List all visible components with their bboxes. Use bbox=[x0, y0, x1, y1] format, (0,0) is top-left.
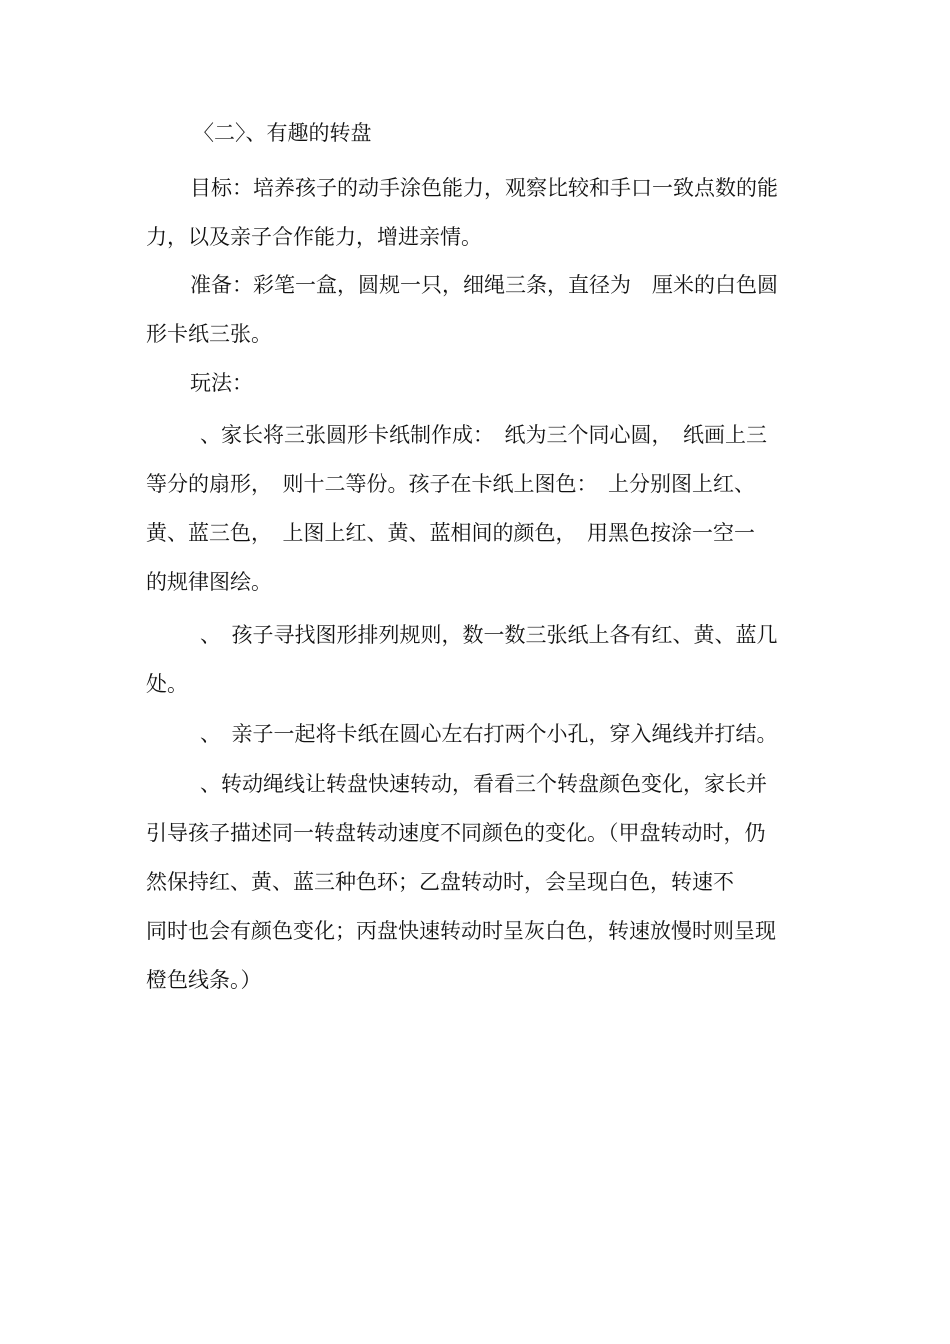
prep-line-2: 形卡纸三张。 bbox=[146, 322, 272, 346]
step1-line-3: 黄、蓝三色， 上图上红、黄、蓝相间的颜色， 用黑色按涂一空一 bbox=[146, 521, 755, 545]
step3-line: 、 亲子一起将卡纸在圆心左右打两个小孔，穿入绳线并打结。 bbox=[200, 722, 778, 746]
step2-line-2: 处。 bbox=[146, 672, 188, 696]
step1-line-1: 、家长将三张圆形卡纸制作成： 纸为三个同心圆， 纸画上三 bbox=[200, 423, 767, 447]
step1-line-4: 的规律图绘。 bbox=[146, 570, 272, 594]
goal-line-2: 力，以及亲子合作能力，增进亲情。 bbox=[146, 225, 482, 249]
step4-line-1: 、转动绳线让转盘快速转动，看看三个转盘颜色变化，家长并 bbox=[200, 772, 767, 796]
step1-line-2: 等分的扇形， 则十二等份。孩子在卡纸上图色： 上分别图上红、 bbox=[146, 472, 755, 496]
method-heading: 玩法： bbox=[190, 371, 253, 395]
step4-line-2: 引导孩子描述同一转盘转动速度不同颜色的变化。（甲盘转动时，仍 bbox=[146, 821, 766, 845]
step4-line-5: 橙色线条。） bbox=[146, 968, 262, 992]
prep-line-1: 准备：彩笔一盒，圆规一只，细绳三条，直径为 厘米的白色圆 bbox=[190, 273, 778, 297]
step4-line-4: 同时也会有颜色变化；丙盘快速转动时呈灰白色，转速放慢时则呈现 bbox=[146, 919, 776, 943]
step2-line-1: 、 孩子寻找图形排列规则，数一数三张纸上各有红、黄、蓝几 bbox=[200, 623, 778, 647]
section-title: 〈二〉、有趣的转盘 bbox=[193, 121, 372, 145]
goal-line-1: 目标：培养孩子的动手涂色能力，观察比较和手口一致点数的能 bbox=[190, 176, 778, 200]
step4-line-3: 然保持红、黄、蓝三种色环；乙盘转动时，会呈现白色，转速不 bbox=[146, 870, 734, 894]
